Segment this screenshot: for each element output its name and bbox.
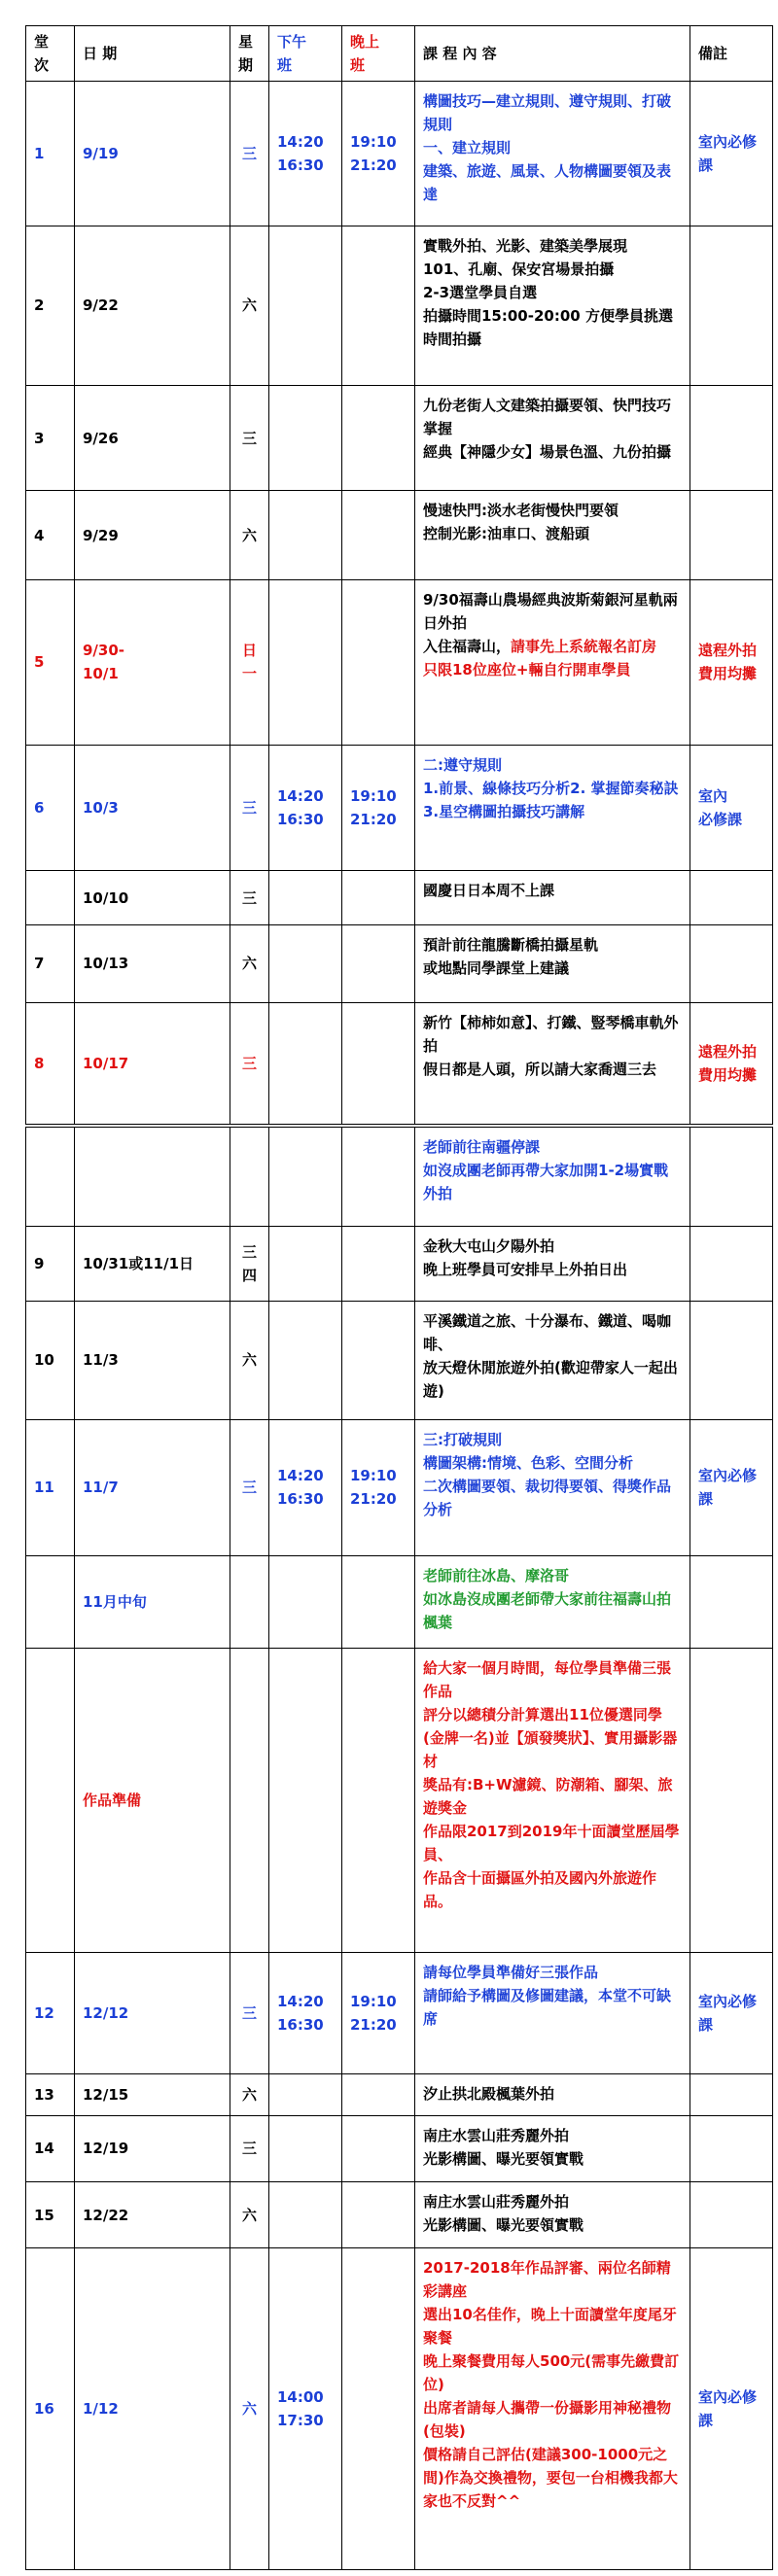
note-cell bbox=[690, 1649, 773, 1953]
weekday-cell: 三 bbox=[230, 1419, 269, 1556]
table-row bbox=[26, 226, 773, 385]
table-row bbox=[26, 2248, 773, 2570]
evening-time-cell bbox=[342, 1649, 415, 1953]
content-text: 2017-2018年作品評審、兩位名師精彩講座 選出10名佳作，晚上十面讀堂年度尾牙聚餐 晚上聚餐費用每人500元(需事先繳費訂位) 出席者請每人攜帶一份攝影用神秘禮物(包裝) 價格請自己評估(建議300-1000元之間)作為交換禮物，要包一台相機我都大家也不反對^^ bbox=[423, 2259, 680, 2511]
note-cell bbox=[690, 491, 773, 580]
session-number-cell: 7 bbox=[26, 925, 75, 1002]
afternoon-time-cell bbox=[269, 1649, 342, 1953]
evening-time-cell bbox=[342, 925, 415, 1002]
content-text: 預計前往龍騰斷橋拍攝星軌 或地點同學課堂上建議 bbox=[423, 936, 599, 978]
evening-time-cell bbox=[342, 1301, 415, 1419]
note-cell bbox=[690, 385, 773, 490]
table-row bbox=[26, 1649, 773, 1953]
weekday-cell: 六 bbox=[230, 491, 269, 580]
date-cell: 9/26 bbox=[75, 385, 230, 490]
afternoon-time-cell bbox=[269, 226, 342, 385]
note-cell bbox=[690, 2074, 773, 2115]
session-number-cell: 6 bbox=[26, 745, 75, 871]
content-text: 南庄水雲山莊秀麗外拍 光影構圖、曝光要領實戰 bbox=[423, 2126, 584, 2168]
evening-time-cell bbox=[342, 1226, 415, 1301]
table-row bbox=[26, 1419, 773, 1556]
afternoon-time-cell: 14:20 16:30 bbox=[269, 82, 342, 226]
weekday-cell: 六 bbox=[230, 1301, 269, 1419]
date-cell bbox=[75, 1126, 230, 1226]
course-content-cell bbox=[415, 1649, 690, 1953]
note-cell: 室內必修課 bbox=[690, 2248, 773, 2570]
date-cell: 9/19 bbox=[75, 82, 230, 226]
session-number-cell: 12 bbox=[26, 1953, 75, 2074]
evening-time-cell bbox=[342, 2115, 415, 2181]
col-header-note: 備註 bbox=[690, 26, 773, 82]
table-row bbox=[26, 2074, 773, 2115]
course-content-cell bbox=[415, 226, 690, 385]
course-content-cell bbox=[415, 1002, 690, 1126]
course-content-cell bbox=[415, 2181, 690, 2247]
content-text: 汐止拱北殿楓葉外拍 bbox=[423, 2085, 555, 2104]
afternoon-time-cell bbox=[269, 925, 342, 1002]
course-schedule-table bbox=[25, 25, 773, 2570]
note-cell: 遠程外拍費用均攤 bbox=[690, 579, 773, 745]
evening-time-cell bbox=[342, 226, 415, 385]
date-cell: 11月中旬 bbox=[75, 1556, 230, 1649]
date-cell: 10/10 bbox=[75, 871, 230, 925]
content-text: 請每位學員準備好三張作品 請師給予構圖及修圖建議，本堂不可缺席 bbox=[423, 1964, 672, 2029]
date-cell: 10/17 bbox=[75, 1002, 230, 1126]
table-row bbox=[26, 1226, 773, 1301]
evening-time-cell bbox=[342, 385, 415, 490]
session-number-cell: 15 bbox=[26, 2181, 75, 2247]
content-text: 九份老街人文建築拍攝要領、快門技巧掌握 經典【神隱少女】場景色溫、九份拍攝 bbox=[423, 396, 672, 461]
table-row bbox=[26, 1953, 773, 2074]
table-row bbox=[26, 2115, 773, 2181]
date-cell: 12/15 bbox=[75, 2074, 230, 2115]
session-number-cell: 11 bbox=[26, 1419, 75, 1556]
session-number-cell: 16 bbox=[26, 2248, 75, 2570]
course-content-cell bbox=[415, 1226, 690, 1301]
content-text: 請事先上系統報名訂房 只限18位座位+輛自行開車學員 bbox=[423, 637, 657, 679]
table-row bbox=[26, 871, 773, 925]
weekday-cell: 六 bbox=[230, 2181, 269, 2247]
date-cell: 11/7 bbox=[75, 1419, 230, 1556]
afternoon-time-cell: 14:20 16:30 bbox=[269, 1419, 342, 1556]
table-row bbox=[26, 491, 773, 580]
weekday-cell: 三 bbox=[230, 82, 269, 226]
afternoon-time-cell bbox=[269, 1226, 342, 1301]
session-number-cell: 5 bbox=[26, 579, 75, 745]
content-text: 給大家一個月時間，每位學員準備三張作品 評分以總積分計算選出11位優選同學(金牌一名)並【頒發獎狀】、實用攝影器材 獎品有:B+W濾鏡、防潮箱、腳架、旅遊獎金 作品限2017到2019年十面讀堂歷屆學員、 作品含十面攝區外拍及國內外旅遊作品。 bbox=[423, 1659, 680, 1911]
col-header-session: 堂 次 bbox=[26, 26, 75, 82]
course-content-cell bbox=[415, 1556, 690, 1649]
course-content-cell bbox=[415, 1301, 690, 1419]
date-cell: 10/3 bbox=[75, 745, 230, 871]
session-number-cell: 9 bbox=[26, 1226, 75, 1301]
evening-time-cell bbox=[342, 1126, 415, 1226]
weekday-cell: 日 一 bbox=[230, 579, 269, 745]
date-cell: 10/13 bbox=[75, 925, 230, 1002]
col-header-evening: 晚上 班 bbox=[342, 26, 415, 82]
afternoon-time-cell bbox=[269, 2181, 342, 2247]
course-content-cell bbox=[415, 871, 690, 925]
afternoon-time-cell bbox=[269, 579, 342, 745]
course-content-cell bbox=[415, 925, 690, 1002]
date-cell: 作品準備 bbox=[75, 1649, 230, 1953]
evening-time-cell bbox=[342, 871, 415, 925]
afternoon-time-cell bbox=[269, 1556, 342, 1649]
table-row bbox=[26, 745, 773, 871]
weekday-cell: 三 四 bbox=[230, 1226, 269, 1301]
note-cell bbox=[690, 2115, 773, 2181]
session-number-cell bbox=[26, 1556, 75, 1649]
session-number-cell bbox=[26, 871, 75, 925]
session-number-cell: 10 bbox=[26, 1301, 75, 1419]
afternoon-time-cell bbox=[269, 1002, 342, 1126]
note-cell bbox=[690, 925, 773, 1002]
evening-time-cell: 19:10 21:20 bbox=[342, 1419, 415, 1556]
course-content-cell bbox=[415, 2115, 690, 2181]
table-row bbox=[26, 82, 773, 226]
afternoon-time-cell: 14:20 16:30 bbox=[269, 745, 342, 871]
table-row bbox=[26, 1002, 773, 1126]
weekday-cell: 六 bbox=[230, 226, 269, 385]
note-cell bbox=[690, 871, 773, 925]
content-text: 構圖技巧—建立規則、遵守規則、打破規則 一、建立規則 建築、旅遊、風景、人物構圖要領及表達 bbox=[423, 92, 672, 203]
course-content-cell bbox=[415, 491, 690, 580]
content-text: 新竹【柿柿如意】、打鐵、豎琴橋車軌外拍 假日都是人頭，所以請大家喬週三去 bbox=[423, 1013, 679, 1078]
weekday-cell: 三 bbox=[230, 1002, 269, 1126]
course-content-cell bbox=[415, 1419, 690, 1556]
table-body bbox=[26, 82, 773, 2570]
evening-time-cell: 19:10 21:20 bbox=[342, 745, 415, 871]
note-cell: 室內必修課 bbox=[690, 1953, 773, 2074]
content-text: 老師前往南疆停課 如沒成團老師再帶大家加開1-2場實戰外拍 bbox=[423, 1138, 669, 1203]
table-row bbox=[26, 1556, 773, 1649]
session-number-cell bbox=[26, 1649, 75, 1953]
content-text: 老師前往冰島、摩洛哥 如冰島沒成團老師帶大家前往福壽山拍楓葉 bbox=[423, 1567, 672, 1632]
date-cell: 10/31或11/1日 bbox=[75, 1226, 230, 1301]
afternoon-time-cell bbox=[269, 2115, 342, 2181]
afternoon-time-cell: 14:00 17:30 bbox=[269, 2248, 342, 2570]
weekday-cell: 六 bbox=[230, 2074, 269, 2115]
afternoon-time-cell bbox=[269, 1301, 342, 1419]
weekday-cell: 三 bbox=[230, 385, 269, 490]
note-cell bbox=[690, 2181, 773, 2247]
weekday-cell bbox=[230, 1126, 269, 1226]
content-text: 9/30福壽山農場經典波斯菊銀河星軌兩日外拍 入住福壽山， bbox=[423, 590, 678, 655]
content-text: 金秋大屯山夕陽外拍 晚上班學員可安排早上外拍日出 bbox=[423, 1236, 628, 1278]
table-row bbox=[26, 579, 773, 745]
content-text: 南庄水雲山莊秀麗外拍 光影構圖、曝光要領實戰 bbox=[423, 2192, 584, 2234]
afternoon-time-cell bbox=[269, 2074, 342, 2115]
table-row bbox=[26, 1126, 773, 1226]
date-cell: 9/22 bbox=[75, 226, 230, 385]
col-header-date: 日 期 bbox=[75, 26, 230, 82]
evening-time-cell bbox=[342, 2074, 415, 2115]
session-number-cell: 2 bbox=[26, 226, 75, 385]
note-cell: 室內 必修課 bbox=[690, 745, 773, 871]
date-cell: 12/22 bbox=[75, 2181, 230, 2247]
afternoon-time-cell bbox=[269, 385, 342, 490]
note-cell: 室內必修課 bbox=[690, 1419, 773, 1556]
afternoon-time-cell bbox=[269, 491, 342, 580]
weekday-cell: 三 bbox=[230, 745, 269, 871]
evening-time-cell bbox=[342, 1556, 415, 1649]
table-row bbox=[26, 925, 773, 1002]
evening-time-cell: 19:10 21:20 bbox=[342, 82, 415, 226]
evening-time-cell bbox=[342, 491, 415, 580]
afternoon-time-cell: 14:20 16:30 bbox=[269, 1953, 342, 2074]
evening-time-cell bbox=[342, 579, 415, 745]
note-cell bbox=[690, 1301, 773, 1419]
course-content-cell bbox=[415, 385, 690, 490]
course-content-cell bbox=[415, 82, 690, 226]
table-row bbox=[26, 2181, 773, 2247]
session-number-cell: 13 bbox=[26, 2074, 75, 2115]
course-content-cell bbox=[415, 579, 690, 745]
note-cell: 室內必修課 bbox=[690, 82, 773, 226]
evening-time-cell bbox=[342, 2181, 415, 2247]
evening-time-cell bbox=[342, 2248, 415, 2570]
col-header-afternoon: 下午 班 bbox=[269, 26, 342, 82]
date-cell: 1/12 bbox=[75, 2248, 230, 2570]
course-content-cell bbox=[415, 2074, 690, 2115]
date-cell: 12/19 bbox=[75, 2115, 230, 2181]
weekday-cell bbox=[230, 1556, 269, 1649]
session-number-cell: 8 bbox=[26, 1002, 75, 1126]
date-cell: 11/3 bbox=[75, 1301, 230, 1419]
course-content-cell bbox=[415, 2248, 690, 2570]
weekday-cell: 六 bbox=[230, 2248, 269, 2570]
date-cell: 9/29 bbox=[75, 491, 230, 580]
course-content-cell bbox=[415, 745, 690, 871]
note-cell bbox=[690, 1556, 773, 1649]
session-number-cell: 14 bbox=[26, 2115, 75, 2181]
content-text: 國慶日日本周不上課 bbox=[423, 882, 555, 900]
table-row bbox=[26, 1301, 773, 1419]
afternoon-time-cell bbox=[269, 1126, 342, 1226]
content-text: 平溪鐵道之旅、十分瀑布、鐵道、喝咖啡、 放天燈休閒旅遊外拍(歡迎帶家人一起出遊) bbox=[423, 1311, 678, 1400]
col-header-content: 課 程 內 容 bbox=[415, 26, 690, 82]
note-cell: 遠程外拍費用均攤 bbox=[690, 1002, 773, 1126]
content-text: 三:打破規則 構圖架構:情境、色彩、空間分析 二次構圖要領、裁切得要領、得獎作品分析 bbox=[423, 1430, 672, 1518]
content-text: 實戰外拍、光影、建築美學展現 101、孔廟、保安宮場景拍攝 2-3選堂學員自選 拍攝時間15:00-20:00 方便學員挑選時間拍攝 bbox=[423, 236, 673, 348]
afternoon-time-cell bbox=[269, 871, 342, 925]
content-text: 慢速快門:淡水老街慢快門要領 控制光影:油車口、渡船頭 bbox=[423, 502, 619, 543]
table-row bbox=[26, 385, 773, 490]
weekday-cell: 三 bbox=[230, 1953, 269, 2074]
weekday-cell: 三 bbox=[230, 871, 269, 925]
date-cell: 9/30- 10/1 bbox=[75, 579, 230, 745]
session-number-cell: 1 bbox=[26, 82, 75, 226]
weekday-cell: 六 bbox=[230, 925, 269, 1002]
evening-time-cell: 19:10 21:20 bbox=[342, 1953, 415, 2074]
session-number-cell: 4 bbox=[26, 491, 75, 580]
note-cell bbox=[690, 1126, 773, 1226]
date-cell: 12/12 bbox=[75, 1953, 230, 2074]
weekday-cell bbox=[230, 1649, 269, 1953]
col-header-weekday: 星 期 bbox=[230, 26, 269, 82]
header-row bbox=[26, 26, 773, 82]
note-cell bbox=[690, 226, 773, 385]
evening-time-cell bbox=[342, 1002, 415, 1126]
session-number-cell bbox=[26, 1126, 75, 1226]
course-content-cell bbox=[415, 1126, 690, 1226]
content-text: 二:遵守規則 1.前景、線條技巧分析2. 掌握節奏秘訣 3.星空構圖拍攝技巧講解 bbox=[423, 755, 679, 820]
session-number-cell: 3 bbox=[26, 385, 75, 490]
course-content-cell bbox=[415, 1953, 690, 2074]
note-cell bbox=[690, 1226, 773, 1301]
weekday-cell: 三 bbox=[230, 2115, 269, 2181]
